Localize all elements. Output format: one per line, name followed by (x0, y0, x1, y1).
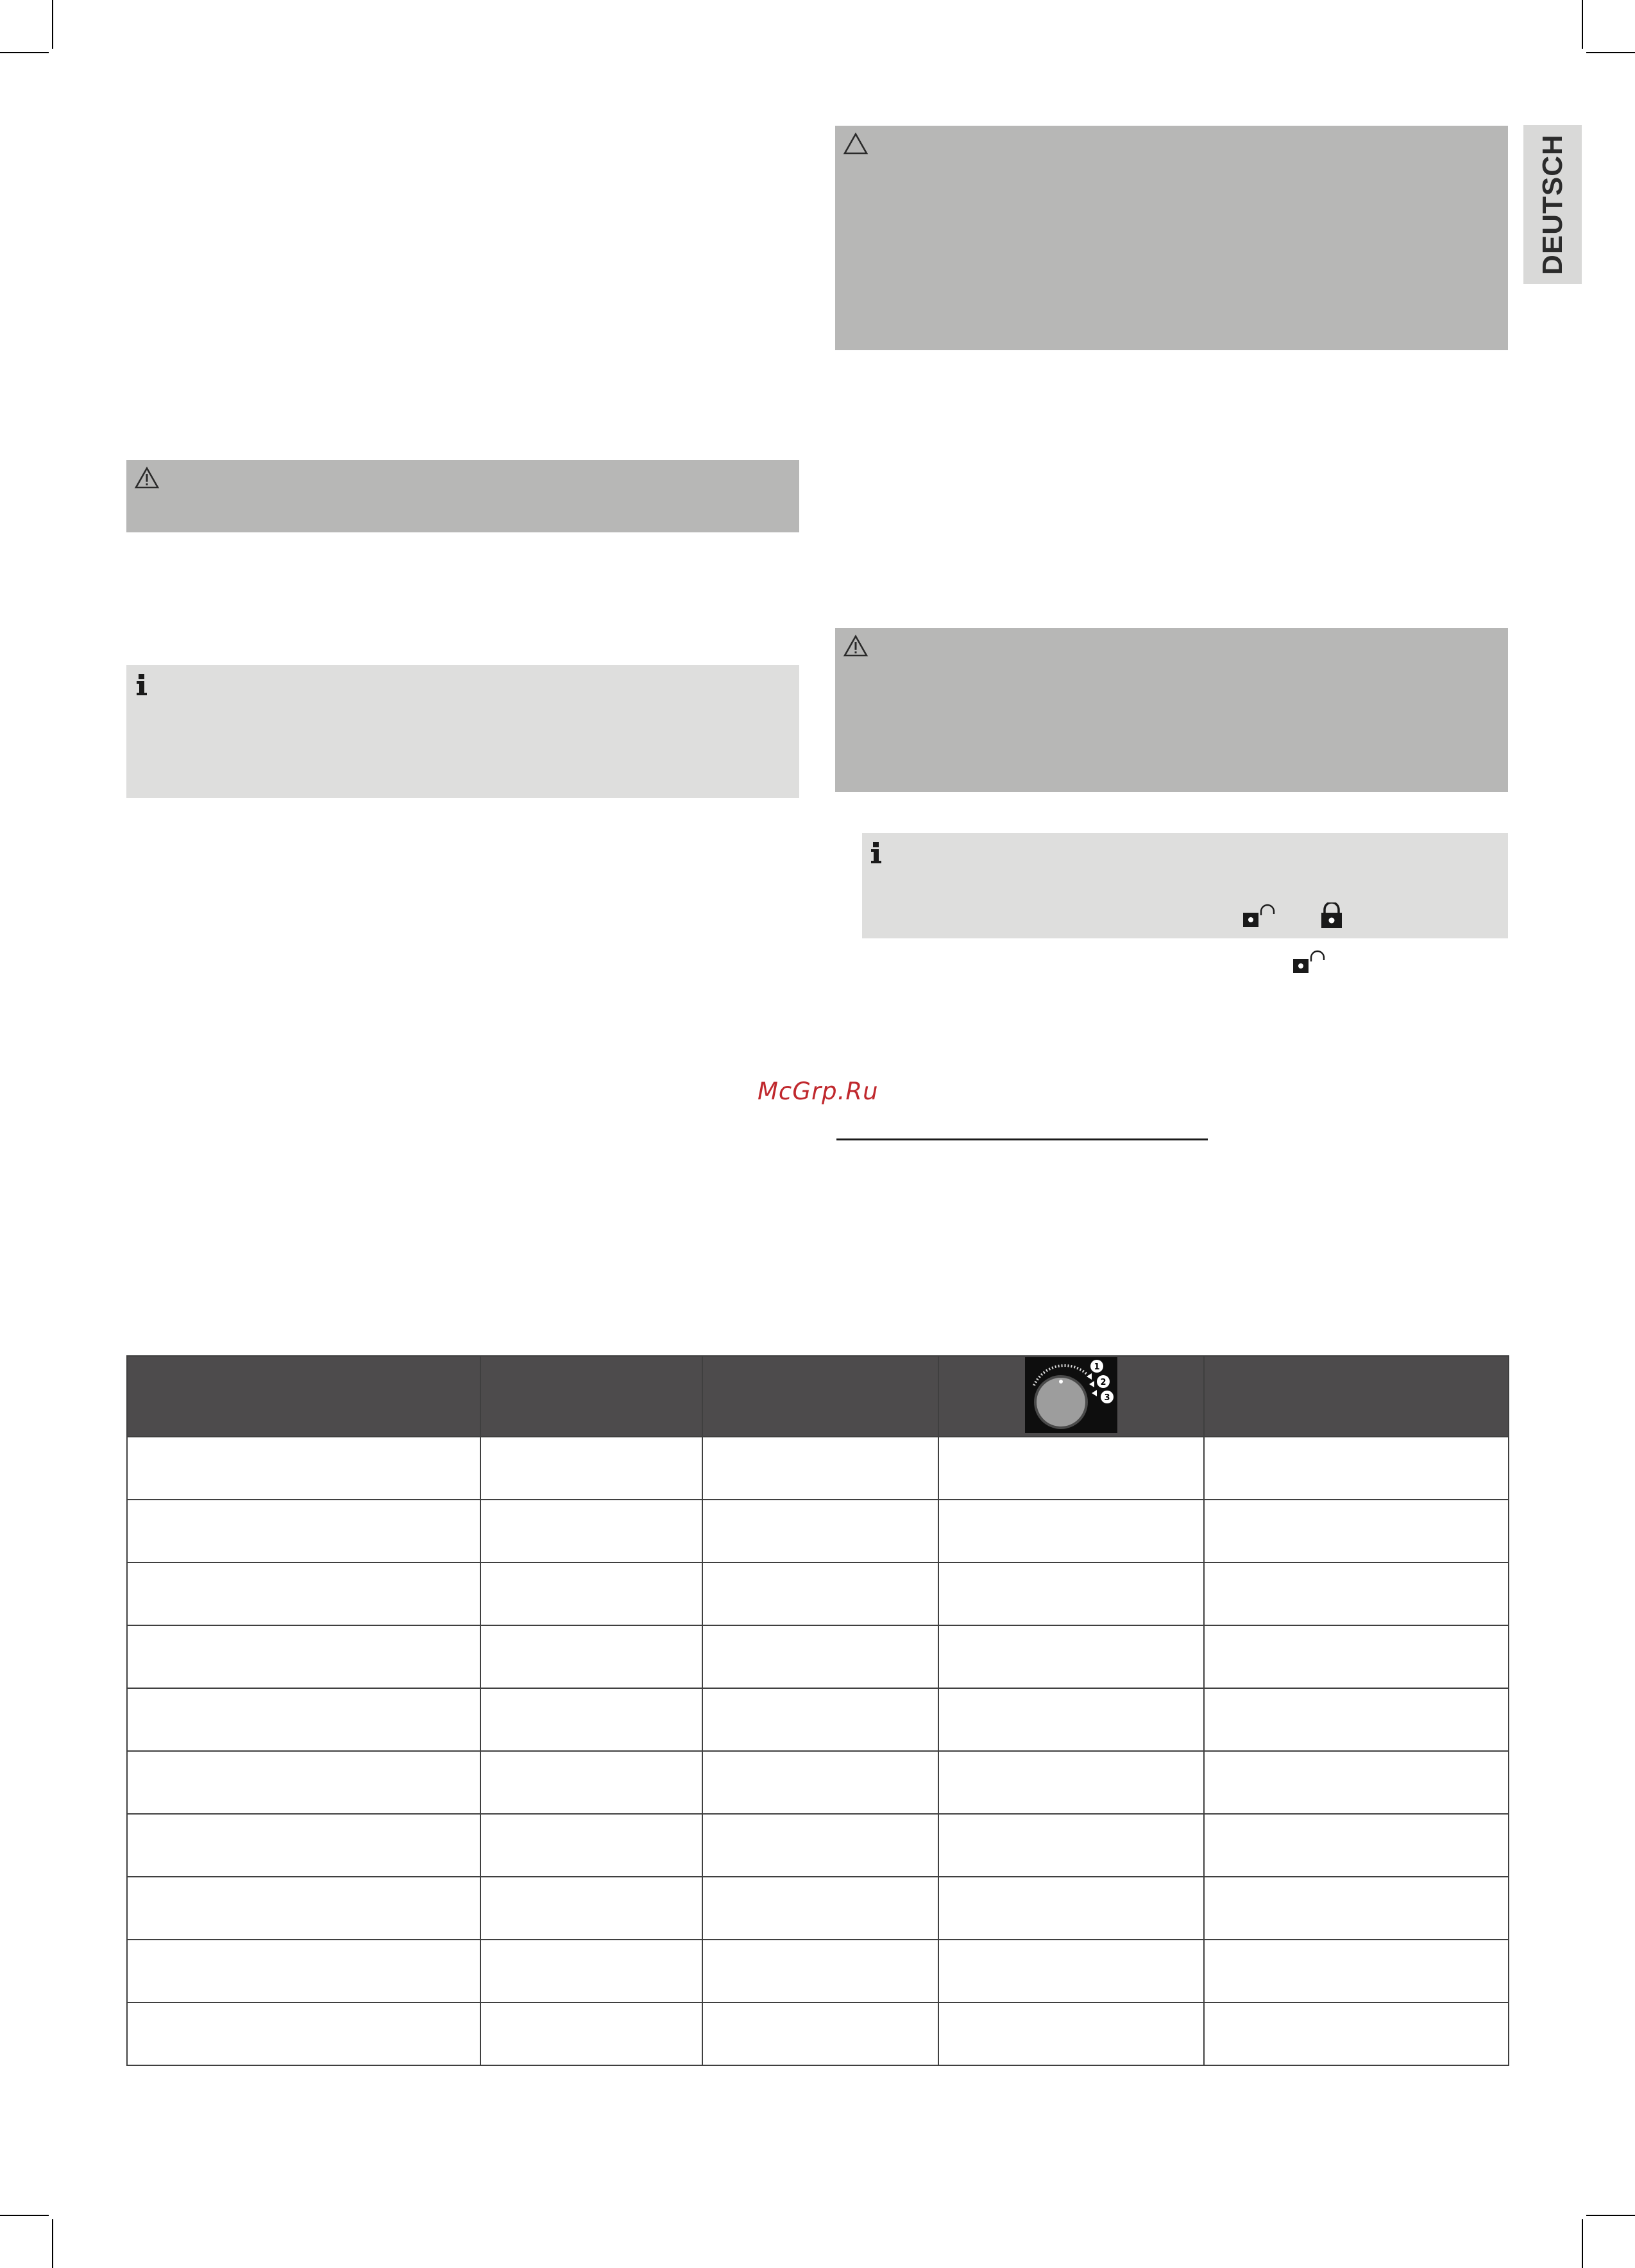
table-cell (127, 1877, 480, 1940)
crop-mark (1586, 2215, 1635, 2216)
table-cell (702, 1688, 938, 1751)
table-cell (480, 1562, 702, 1625)
table-cell (127, 1814, 480, 1877)
table-header-cell (938, 1356, 1204, 1437)
table-cell (480, 1688, 702, 1751)
crop-mark (0, 52, 49, 53)
caution-triangle-icon (843, 132, 868, 158)
padlock-closed-icon (1319, 902, 1344, 932)
crop-mark (0, 2215, 49, 2216)
dial-marker-2: 2 (1100, 1378, 1106, 1387)
table-cell (938, 2002, 1204, 2065)
table-header-cell (1204, 1356, 1509, 1437)
table-header-cell (702, 1356, 938, 1437)
table-cell (1204, 1814, 1509, 1877)
info-icon (135, 674, 148, 698)
padlock-open-icon (1242, 904, 1278, 932)
table-cell (938, 1751, 1204, 1814)
watermark-rule (836, 1138, 1208, 1140)
table-cell (702, 1625, 938, 1688)
table-row (127, 1751, 1509, 1814)
table-cell (702, 1814, 938, 1877)
table-cell (938, 1940, 1204, 2002)
info-icon (870, 842, 883, 867)
table-cell (938, 1814, 1204, 1877)
table-cell (127, 1940, 480, 2002)
table-cell (1204, 1625, 1509, 1688)
dial-marker-1: 1 (1094, 1362, 1100, 1372)
table-row (127, 1688, 1509, 1751)
crop-mark (1582, 0, 1583, 49)
table-cell (480, 1437, 702, 1500)
table-header-row (127, 1356, 1509, 1437)
dial-marker-3: 3 (1104, 1393, 1110, 1403)
warning-triangle-icon (134, 466, 160, 492)
crop-mark (1582, 2219, 1583, 2268)
info-box (126, 665, 799, 798)
table-cell (480, 2002, 702, 2065)
table-cell (702, 1877, 938, 1940)
table-cell (1204, 2002, 1509, 2065)
table-cell (702, 1437, 938, 1500)
table-cell (480, 1877, 702, 1940)
table-cell (702, 1562, 938, 1625)
table-cell (480, 1625, 702, 1688)
caution-box (835, 126, 1508, 350)
table-cell (1204, 1562, 1509, 1625)
table-header-cell (480, 1356, 702, 1437)
table-cell (480, 1751, 702, 1814)
table-cell (1204, 1940, 1509, 2002)
table-row (127, 1562, 1509, 1625)
warning-box (126, 460, 799, 532)
table-row (127, 1437, 1509, 1500)
table-row (127, 1814, 1509, 1877)
table-cell (1204, 1688, 1509, 1751)
table-cell (127, 1625, 480, 1688)
watermark: McGrp.Ru (758, 1078, 879, 1105)
crop-mark (1586, 52, 1635, 53)
crop-mark (52, 2219, 53, 2268)
table-cell (702, 2002, 938, 2065)
table-row (127, 1500, 1509, 1562)
table-cell (1204, 1437, 1509, 1500)
table-row (127, 1940, 1509, 2002)
table-cell (1204, 1751, 1509, 1814)
table-cell (127, 1500, 480, 1562)
language-tab-label: DEUTSCH (1536, 134, 1568, 275)
table-cell (938, 1877, 1204, 1940)
warning-triangle-icon (843, 634, 868, 660)
table-cell (127, 1437, 480, 1500)
table-cell (702, 1500, 938, 1562)
table-cell (127, 2002, 480, 2065)
table-cell (938, 1562, 1204, 1625)
language-tab (1523, 125, 1582, 284)
table-row (127, 2002, 1509, 2065)
table-cell (938, 1688, 1204, 1751)
table-cell (1204, 1877, 1509, 1940)
table-header-cell (127, 1356, 480, 1437)
padlock-open-icon (1292, 950, 1328, 978)
table-cell (480, 1814, 702, 1877)
table-cell (127, 1688, 480, 1751)
info-box (862, 833, 1508, 938)
table-cell (1204, 1500, 1509, 1562)
table-cell (702, 1751, 938, 1814)
table-cell (702, 1940, 938, 2002)
table-row (127, 1625, 1509, 1688)
warning-box (835, 628, 1508, 792)
table-cell (480, 1500, 702, 1562)
table-cell (938, 1437, 1204, 1500)
table-row (127, 1877, 1509, 1940)
table-cell (127, 1562, 480, 1625)
table-cell (938, 1625, 1204, 1688)
table-cell (480, 1940, 702, 2002)
settings-table (126, 1355, 1509, 2066)
table-cell (938, 1500, 1204, 1562)
temperature-dial-icon (1025, 1357, 1117, 1435)
crop-mark (52, 0, 53, 49)
table-cell (127, 1751, 480, 1814)
